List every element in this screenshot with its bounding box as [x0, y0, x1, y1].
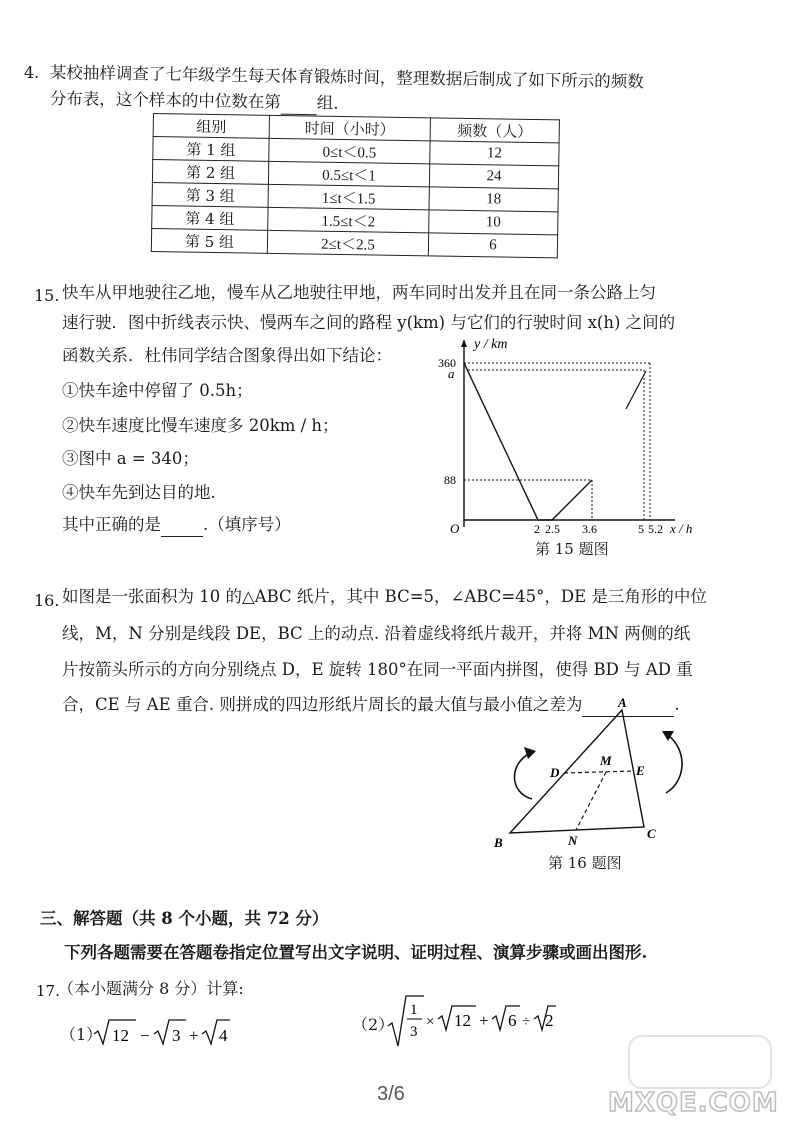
table-cell: 2≤t＜2.5 [267, 230, 428, 256]
point-d-label: D [550, 765, 560, 780]
rotate-arrow-left [514, 753, 532, 799]
plus-sign: + [189, 1026, 199, 1045]
table-cell: 24 [429, 164, 558, 189]
table-cell: 1≤t＜1.5 [268, 184, 429, 210]
q16-line2: 线，M，N 分别是线段 DE，BC 上的动点. 沿着虚线将纸片裁开，并将 MN 两侧的纸 [62, 624, 691, 643]
table-cell: 第 4 组 [152, 205, 268, 230]
y-axis-label: y / km [474, 337, 508, 352]
fraction-denominator: 3 [410, 1024, 418, 1040]
q15-conclusion-4: ④快车先到达目的地. [62, 483, 216, 502]
midline-de [564, 771, 633, 773]
page-number: 3/6 [377, 1083, 405, 1105]
point-m-label: M [600, 753, 612, 768]
y-axis-arrow [461, 339, 467, 347]
table-cell: 第 1 组 [153, 137, 269, 162]
q15-caption: 第 15 题图 [535, 540, 609, 558]
table-cell: 第 3 组 [152, 182, 268, 207]
x-tick-5-2: 5.2 [648, 522, 663, 535]
q14-line2a: 分布表，这个样本的中位数在第 [49, 88, 281, 112]
origin-label: O [450, 521, 460, 535]
q16-line4-end: . [674, 695, 680, 714]
q15-conclusion-1: ①快车途中停留了 0.5h； [62, 381, 253, 400]
q14-line2b: 组. [316, 93, 339, 113]
frequency-table [151, 113, 560, 258]
table-cell: 0.5≤t＜1 [268, 161, 429, 187]
plus-sign-2: + [479, 1011, 489, 1030]
x-axis-label: x / h [670, 521, 693, 535]
radicand-3: 3 [172, 1026, 181, 1045]
watermark-badge [628, 1035, 772, 1089]
q14-line2 [50, 88, 339, 116]
q16-line4-text: 合，CE 与 AE 重合. 则拼成的四边形纸片周长的最大值与最小值之差为 [62, 695, 583, 714]
q17-number: 17. [36, 982, 60, 1000]
table-header: 组别 [153, 114, 269, 139]
q15-answer-line [62, 514, 291, 537]
q15-line2: 速行驶．图中折线表示快、慢两车之间的路程 y(km) 与它们的行驶时间 x(h) 之间的 [62, 313, 676, 332]
y-tick-a: a [448, 366, 455, 381]
q14-line1: 某校抽样调查了七年级学生每天体育锻炼时间，整理数据后制成了如下所示的频数 [49, 62, 644, 92]
q16-number: 16. [34, 591, 60, 610]
q16-caption: 第 16 题图 [548, 854, 622, 872]
x-tick-3-6: 3.6 [582, 522, 597, 535]
table-cell: 6 [428, 233, 557, 258]
q15-answer-prefix: 其中正确的是 [62, 515, 161, 534]
watermark-logo: MXQE.COM [608, 1088, 779, 1118]
vertex-c-label: C [647, 826, 656, 841]
section-3-instruction: 下列各题需要在答题卷指定位置写出文字说明、证明过程、演算步骤或画出图形. [64, 943, 648, 962]
y-tick-360: 360 [438, 356, 456, 370]
distance-segment-end [626, 371, 646, 409]
q15-answer-blank[interactable] [161, 514, 203, 537]
q17-stem: （本小题满分 8 分）计算: [58, 979, 244, 998]
table-header: 时间（小时） [269, 115, 430, 141]
q17-part1-expression [92, 1014, 232, 1050]
q15-line1: 快车从甲地驶往乙地，慢车从乙地驶往甲地，两车同时出发并且在同一条公路上匀 [62, 283, 656, 302]
q15-conclusion-3: ③图中 a = 340； [62, 449, 199, 468]
q15-answer-suffix: .（填序号） [203, 515, 291, 534]
x-tick-2-5: 2.5 [545, 522, 560, 535]
radicand-12b: 12 [454, 1011, 471, 1030]
table-cell: 0≤t＜0.5 [269, 138, 430, 164]
q17-part2-label: （2） [352, 1015, 395, 1034]
table-cell: 10 [429, 210, 558, 235]
point-e-label: E [636, 763, 645, 778]
q16-triangle-figure [490, 695, 700, 855]
q14-answer-blank[interactable] [281, 92, 317, 116]
rotate-arrow-right [666, 735, 682, 793]
point-n-label: N [568, 833, 578, 848]
x-tick-2: 2 [534, 522, 540, 535]
table-header: 频数（人） [430, 118, 559, 143]
vertex-b-label: B [494, 835, 503, 850]
table-cell: 12 [430, 141, 559, 166]
q15-number: 15. [34, 286, 60, 305]
times-sign: × [426, 1014, 435, 1030]
table-cell: 第 2 组 [152, 160, 268, 185]
minus-sign: − [140, 1026, 150, 1045]
fraction-numerator: 1 [410, 1002, 418, 1018]
radical-fraction [388, 996, 424, 1046]
q17-part2-expression [386, 992, 556, 1050]
table-cell: 18 [429, 187, 558, 212]
radicand-12: 12 [112, 1026, 129, 1045]
table-cell: 1.5≤t＜2 [268, 207, 429, 233]
divide-sign: ÷ [522, 1014, 531, 1030]
q15-line3: 函数关系．杜伟同学结合图象得出如下结论： [62, 346, 392, 365]
q17-part1-label: （1） [60, 1025, 103, 1044]
q16-line3: 片按箭头所示的方向分别绕点 D，E 旋转 180°在同一平面内拼图，使得 BD 与 AD 重 [62, 660, 693, 679]
radicand-6: 6 [508, 1011, 517, 1030]
q15-conclusion-2: ②快车速度比慢车速度多 20km / h； [62, 416, 339, 435]
vertex-a-label: A [618, 695, 627, 710]
distance-polyline [464, 363, 592, 520]
q16-line1: 如图是一张面积为 10 的△ABC 纸片，其中 BC=5，∠ABC=45°，DE 是三角形的中位 [62, 587, 707, 606]
x-tick-5: 5 [638, 522, 644, 535]
q15-graph [430, 335, 710, 535]
cut-mn [576, 772, 606, 830]
q14-number: 4. [24, 63, 40, 82]
table-cell: 第 5 组 [151, 228, 267, 253]
section-3-title: 三、解答题（共 8 个小题，共 72 分） [40, 909, 329, 928]
rotate-arrowhead-left [524, 747, 536, 759]
radicand-2: 2 [545, 1011, 554, 1030]
y-tick-88: 88 [444, 473, 456, 487]
radical-3 [154, 1020, 186, 1044]
radicand-4: 4 [219, 1026, 228, 1045]
